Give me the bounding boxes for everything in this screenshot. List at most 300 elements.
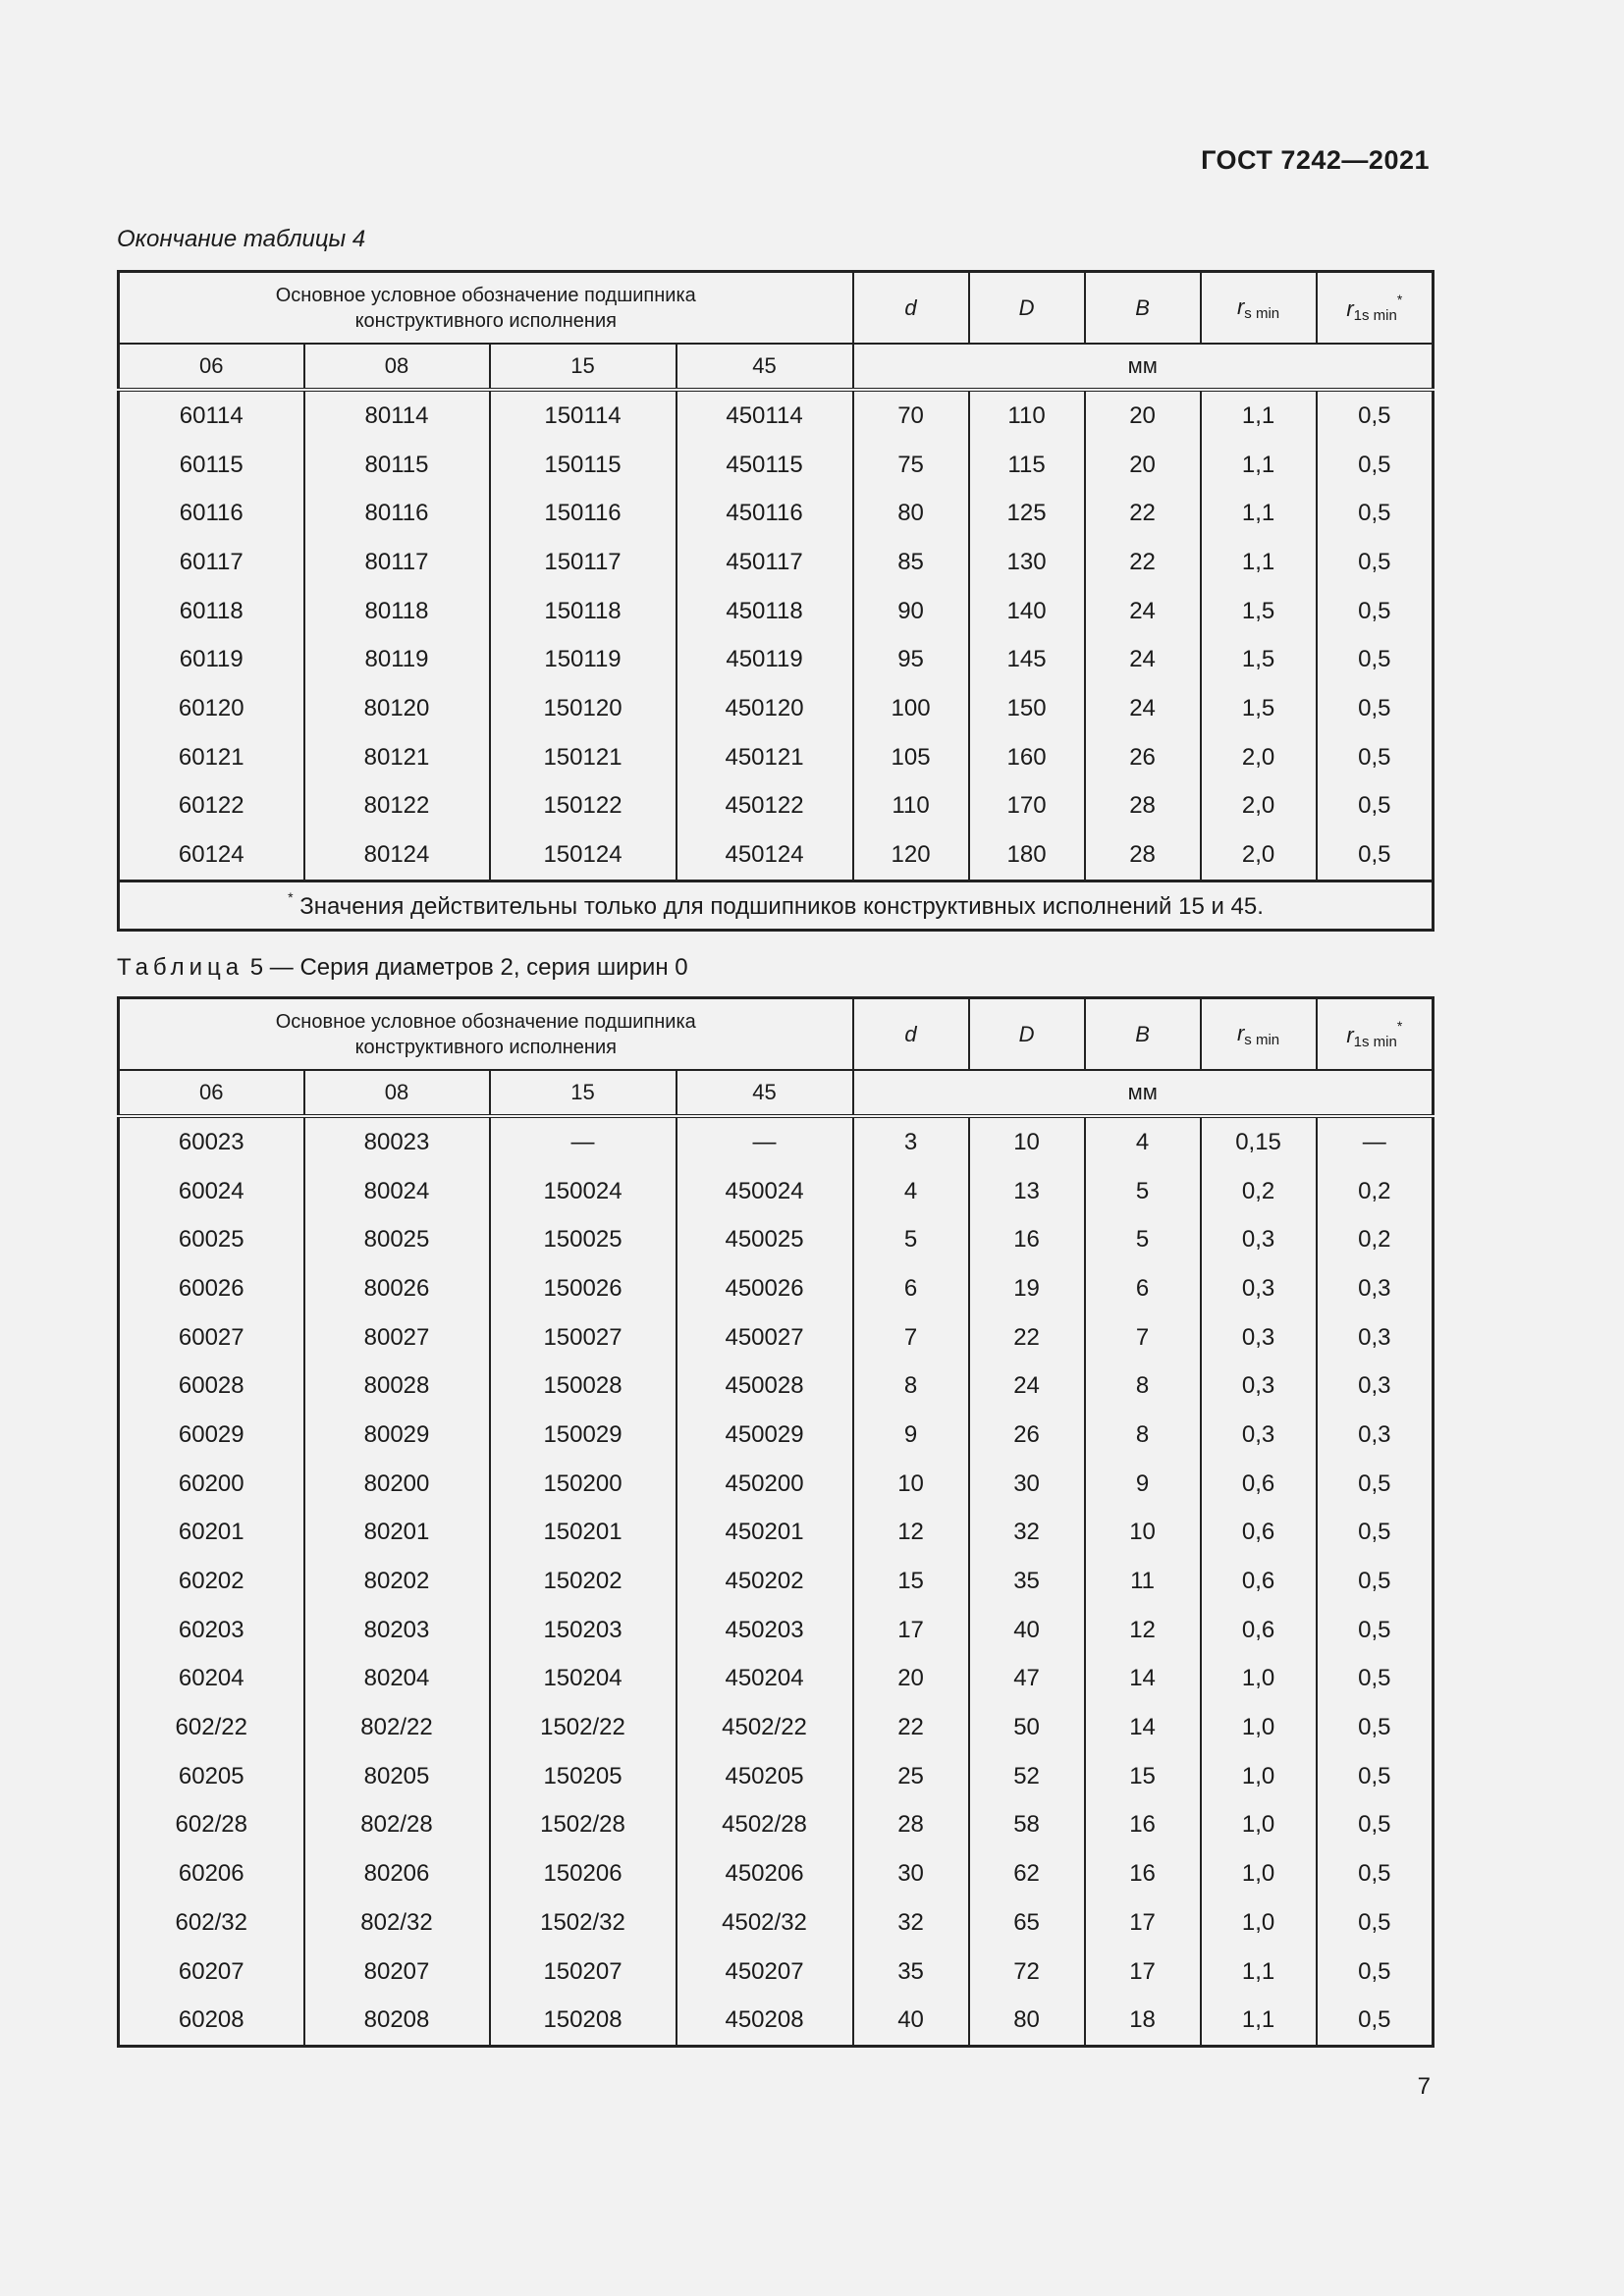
table-cell: 80124: [304, 830, 490, 881]
table-cell: 80026: [304, 1264, 490, 1313]
rs-symbol: r: [1236, 1020, 1245, 1045]
table-cell: 450201: [677, 1509, 853, 1558]
table-cell: —: [490, 1116, 677, 1167]
table5-body: [119, 1116, 1434, 2047]
table-cell: 7: [1085, 1313, 1201, 1362]
table-cell: 0,5: [1317, 1606, 1434, 1655]
table-cell: 60207: [119, 1948, 304, 1997]
table-cell: 2,0: [1201, 782, 1317, 831]
table-cell: 0,3: [1317, 1264, 1434, 1313]
table-cell: 8: [1085, 1411, 1201, 1460]
table-cell: 14: [1085, 1655, 1201, 1704]
table-cell: 450026: [677, 1264, 853, 1313]
table-cell: 1,1: [1201, 441, 1317, 490]
table-cell: 150205: [490, 1752, 677, 1801]
table-row: [119, 1849, 1434, 1898]
table-cell: 40: [853, 1996, 969, 2046]
table-cell: 60115: [119, 441, 304, 490]
table-cell: 0,5: [1317, 830, 1434, 881]
table-cell: 150202: [490, 1557, 677, 1606]
table-cell: 60025: [119, 1215, 304, 1264]
table5-subheader-row: [119, 1070, 1434, 1116]
table-cell: 60023: [119, 1116, 304, 1167]
table-cell: 60114: [119, 390, 304, 441]
col-D-header: D: [969, 998, 1085, 1071]
table-row: [119, 1116, 1434, 1167]
table-row: [119, 1948, 1434, 1997]
table-cell: 10: [1085, 1509, 1201, 1558]
subheader-45: 45: [677, 1070, 853, 1116]
table-cell: 1,5: [1201, 587, 1317, 636]
table-cell: 32: [969, 1509, 1085, 1558]
table-cell: 160: [969, 733, 1085, 782]
table-cell: 450117: [677, 538, 853, 587]
table-cell: 150121: [490, 733, 677, 782]
table-cell: 10: [853, 1460, 969, 1509]
table-cell: 60028: [119, 1362, 304, 1411]
table-row: [119, 1752, 1434, 1801]
table-cell: 0,3: [1317, 1411, 1434, 1460]
table-cell: 5: [1085, 1215, 1201, 1264]
table-cell: 150029: [490, 1411, 677, 1460]
table-cell: 450204: [677, 1655, 853, 1704]
table-row: [119, 635, 1434, 684]
table-cell: 60208: [119, 1996, 304, 2046]
table-cell: 8: [853, 1362, 969, 1411]
table-cell: 4502/28: [677, 1801, 853, 1850]
table-cell: 0,2: [1317, 1215, 1434, 1264]
table-cell: 20: [1085, 390, 1201, 441]
table-cell: 5: [1085, 1167, 1201, 1216]
table-cell: 30: [853, 1849, 969, 1898]
table-cell: 150124: [490, 830, 677, 881]
r1s-symbol: r: [1346, 296, 1354, 321]
table-cell: 450208: [677, 1996, 853, 2046]
designation-header-line2: конструктивного исполнения: [354, 1036, 617, 1058]
table-row: [119, 1801, 1434, 1850]
table-cell: 16: [1085, 1801, 1201, 1850]
table4: [117, 270, 1435, 932]
table-cell: 0,5: [1317, 1849, 1434, 1898]
table-cell: —: [677, 1116, 853, 1167]
table-cell: 8: [1085, 1362, 1201, 1411]
subheader-08: 08: [304, 344, 490, 390]
table-cell: 150203: [490, 1606, 677, 1655]
table-cell: 120: [853, 830, 969, 881]
table-cell: 602/28: [119, 1801, 304, 1850]
table-cell: 0,15: [1201, 1116, 1317, 1167]
table-row: [119, 587, 1434, 636]
table-cell: 28: [1085, 830, 1201, 881]
table-cell: 65: [969, 1898, 1085, 1948]
table-row: [119, 1606, 1434, 1655]
table-cell: 60116: [119, 489, 304, 538]
designation-header: [119, 998, 853, 1071]
table-cell: 24: [1085, 635, 1201, 684]
table-cell: 450121: [677, 733, 853, 782]
table-cell: 150204: [490, 1655, 677, 1704]
table-cell: 40: [969, 1606, 1085, 1655]
table-cell: 30: [969, 1460, 1085, 1509]
col-rs-header: [1201, 272, 1317, 345]
table-cell: 0,5: [1317, 1557, 1434, 1606]
table-cell: 150120: [490, 684, 677, 733]
table-cell: 26: [1085, 733, 1201, 782]
subheader-06: 06: [119, 1070, 304, 1116]
table-cell: 0,5: [1317, 587, 1434, 636]
table-cell: 450027: [677, 1313, 853, 1362]
table-cell: 80117: [304, 538, 490, 587]
table-cell: 450120: [677, 684, 853, 733]
table-cell: 95: [853, 635, 969, 684]
table-cell: 150117: [490, 538, 677, 587]
table-cell: 0,5: [1317, 782, 1434, 831]
table-cell: 4502/32: [677, 1898, 853, 1948]
table-cell: 145: [969, 635, 1085, 684]
table-cell: 0,5: [1317, 1801, 1434, 1850]
table-cell: 110: [853, 782, 969, 831]
col-B-header: B: [1085, 998, 1201, 1071]
table-cell: 28: [853, 1801, 969, 1850]
table-cell: 0,2: [1317, 1167, 1434, 1216]
table-cell: 80119: [304, 635, 490, 684]
subheader-06: 06: [119, 344, 304, 390]
table-cell: 15: [1085, 1752, 1201, 1801]
table-row: [119, 1557, 1434, 1606]
subheader-08: 08: [304, 1070, 490, 1116]
table-cell: 22: [969, 1313, 1085, 1362]
table-cell: 80122: [304, 782, 490, 831]
table-cell: 150114: [490, 390, 677, 441]
col-B-header: B: [1085, 272, 1201, 345]
table-cell: 80115: [304, 441, 490, 490]
r1s-subscript: 1s min: [1353, 1034, 1397, 1050]
table-cell: 140: [969, 587, 1085, 636]
table-cell: 24: [1085, 684, 1201, 733]
table-cell: 1,1: [1201, 1948, 1317, 1997]
col-d-header: d: [853, 998, 969, 1071]
table-cell: 0,6: [1201, 1509, 1317, 1558]
table-cell: 4502/22: [677, 1703, 853, 1752]
table-cell: 32: [853, 1898, 969, 1948]
table-cell: 60202: [119, 1557, 304, 1606]
table-cell: 60204: [119, 1655, 304, 1704]
rs-symbol: r: [1236, 294, 1245, 319]
table-cell: 60119: [119, 635, 304, 684]
table-cell: 150024: [490, 1167, 677, 1216]
table-cell: 450029: [677, 1411, 853, 1460]
table-cell: 1,1: [1201, 1996, 1317, 2046]
table-cell: 602/22: [119, 1703, 304, 1752]
table-cell: 60124: [119, 830, 304, 881]
table-cell: 16: [969, 1215, 1085, 1264]
table-cell: 450118: [677, 587, 853, 636]
table-cell: 115: [969, 441, 1085, 490]
table-cell: 12: [1085, 1606, 1201, 1655]
table-cell: 1,0: [1201, 1655, 1317, 1704]
table-cell: 450114: [677, 390, 853, 441]
table-cell: 0,5: [1317, 733, 1434, 782]
table-cell: 0,5: [1317, 1460, 1434, 1509]
table-cell: 1,1: [1201, 538, 1317, 587]
table-cell: 1,0: [1201, 1752, 1317, 1801]
table-row: [119, 1362, 1434, 1411]
table-row: [119, 1313, 1434, 1362]
table-row: [119, 390, 1434, 441]
table-cell: 1,0: [1201, 1898, 1317, 1948]
col-r1s-header: [1317, 998, 1434, 1071]
table-row: [119, 1996, 1434, 2046]
table-row: [119, 733, 1434, 782]
table-cell: 150115: [490, 441, 677, 490]
table-row: [119, 1509, 1434, 1558]
table-cell: 0,5: [1317, 1509, 1434, 1558]
col-D-header: D: [969, 272, 1085, 345]
table-row: [119, 441, 1434, 490]
table-row: [119, 1167, 1434, 1216]
table-cell: 80023: [304, 1116, 490, 1167]
table-cell: 80202: [304, 1557, 490, 1606]
table-cell: 0,5: [1317, 441, 1434, 490]
table-cell: 80208: [304, 1996, 490, 2046]
table-cell: 60203: [119, 1606, 304, 1655]
table-row: [119, 489, 1434, 538]
rs-subscript: s min: [1244, 304, 1280, 322]
designation-header-line2: конструктивного исполнения: [354, 309, 617, 332]
r1s-footnote-mark: *: [1396, 1018, 1403, 1034]
subheader-15: 15: [490, 1070, 677, 1116]
table4-footnote: [119, 881, 1434, 930]
unit-label: мм: [853, 344, 1434, 390]
table-cell: 20: [1085, 441, 1201, 490]
table-cell: 1502/32: [490, 1898, 677, 1948]
table-cell: 80120: [304, 684, 490, 733]
table-cell: 80: [853, 489, 969, 538]
table-cell: 0,6: [1201, 1460, 1317, 1509]
table-cell: 80203: [304, 1606, 490, 1655]
table-cell: 0,6: [1201, 1557, 1317, 1606]
col-d-header: d: [853, 272, 969, 345]
table-cell: 450206: [677, 1849, 853, 1898]
table-row: [119, 1898, 1434, 1948]
table-cell: 80025: [304, 1215, 490, 1264]
table-cell: 450207: [677, 1948, 853, 1997]
table-cell: 58: [969, 1801, 1085, 1850]
table-cell: 60205: [119, 1752, 304, 1801]
table-cell: 52: [969, 1752, 1085, 1801]
table-cell: 16: [1085, 1849, 1201, 1898]
table-row: [119, 1264, 1434, 1313]
table5-header-row: [119, 998, 1434, 1071]
table-cell: 150025: [490, 1215, 677, 1264]
table-cell: 60201: [119, 1509, 304, 1558]
table-cell: 9: [853, 1411, 969, 1460]
table-cell: 80201: [304, 1509, 490, 1558]
r1s-subscript: 1s min: [1353, 307, 1397, 324]
col-r1s-header: [1317, 272, 1434, 345]
table-cell: 0,5: [1317, 684, 1434, 733]
table-cell: 60120: [119, 684, 304, 733]
table-cell: 150207: [490, 1948, 677, 1997]
table-cell: 0,3: [1317, 1313, 1434, 1362]
table-cell: 60121: [119, 733, 304, 782]
table-cell: 90: [853, 587, 969, 636]
table-row: [119, 1703, 1434, 1752]
subheader-45: 45: [677, 344, 853, 390]
designation-header-line1: Основное условное обозначение подшипника: [275, 284, 696, 306]
table-cell: 2,0: [1201, 733, 1317, 782]
table-cell: 60122: [119, 782, 304, 831]
table-cell: 0,3: [1317, 1362, 1434, 1411]
table-cell: 22: [1085, 538, 1201, 587]
table-cell: 85: [853, 538, 969, 587]
table-cell: 1,5: [1201, 684, 1317, 733]
table-cell: 150201: [490, 1509, 677, 1558]
table4-subheader-row: [119, 344, 1434, 390]
table-cell: 450115: [677, 441, 853, 490]
table-cell: 0,5: [1317, 1898, 1434, 1948]
table-cell: 80121: [304, 733, 490, 782]
table-cell: 80029: [304, 1411, 490, 1460]
table-cell: 80205: [304, 1752, 490, 1801]
table-cell: 80200: [304, 1460, 490, 1509]
table-cell: 1,0: [1201, 1849, 1317, 1898]
table-cell: 0,2: [1201, 1167, 1317, 1216]
rs-subscript: s min: [1244, 1031, 1280, 1048]
table-cell: 0,3: [1201, 1362, 1317, 1411]
table-cell: 24: [969, 1362, 1085, 1411]
table-cell: 20: [853, 1655, 969, 1704]
table5-caption-prefix: Таблица: [117, 954, 244, 981]
table-cell: 11: [1085, 1557, 1201, 1606]
unit-label: мм: [853, 1070, 1434, 1116]
table-cell: 802/32: [304, 1898, 490, 1948]
subheader-15: 15: [490, 344, 677, 390]
table-cell: 0,5: [1317, 1948, 1434, 1997]
table-cell: 1,5: [1201, 635, 1317, 684]
table-cell: 17: [1085, 1948, 1201, 1997]
table-cell: 18: [1085, 1996, 1201, 2046]
table-cell: 80116: [304, 489, 490, 538]
table-cell: 180: [969, 830, 1085, 881]
table-cell: 35: [853, 1948, 969, 1997]
table-cell: 60206: [119, 1849, 304, 1898]
table-cell: 17: [1085, 1898, 1201, 1948]
table-cell: 25: [853, 1752, 969, 1801]
table4-body: [119, 390, 1434, 881]
footnote-text: Значения действительны только для подшипников конструктивных исполнений 15 и 45.: [299, 893, 1264, 921]
table-cell: 60027: [119, 1313, 304, 1362]
table-cell: 3: [853, 1116, 969, 1167]
designation-header-line1: Основное условное обозначение подшипника: [275, 1010, 696, 1033]
table-row: [119, 1460, 1434, 1509]
table-cell: 150206: [490, 1849, 677, 1898]
document-id: ГОСТ 7242—2021: [1201, 145, 1430, 175]
table-cell: 80028: [304, 1362, 490, 1411]
designation-header: [119, 272, 853, 345]
table-cell: 150208: [490, 1996, 677, 2046]
table-cell: 1,1: [1201, 489, 1317, 538]
table-cell: 1502/28: [490, 1801, 677, 1850]
table-cell: 12: [853, 1509, 969, 1558]
table-cell: 150119: [490, 635, 677, 684]
table-row: [119, 1655, 1434, 1704]
r1s-footnote-mark: *: [1396, 292, 1403, 307]
table-cell: 100: [853, 684, 969, 733]
table-cell: 17: [853, 1606, 969, 1655]
table-cell: 150: [969, 684, 1085, 733]
table-cell: 15: [853, 1557, 969, 1606]
table-cell: 60200: [119, 1460, 304, 1509]
table-cell: 130: [969, 538, 1085, 587]
table-cell: 450025: [677, 1215, 853, 1264]
r1s-symbol: r: [1346, 1023, 1354, 1047]
table-cell: 7: [853, 1313, 969, 1362]
table-cell: 26: [969, 1411, 1085, 1460]
table-cell: 150028: [490, 1362, 677, 1411]
table-cell: 60026: [119, 1264, 304, 1313]
table-cell: 75: [853, 441, 969, 490]
table-cell: 450124: [677, 830, 853, 881]
table5-caption: [117, 954, 688, 982]
table-cell: 80118: [304, 587, 490, 636]
table-cell: 150200: [490, 1460, 677, 1509]
table-cell: 0,5: [1317, 1752, 1434, 1801]
table-cell: 110: [969, 390, 1085, 441]
table-row: [119, 538, 1434, 587]
table-cell: 1,1: [1201, 390, 1317, 441]
table-cell: 72: [969, 1948, 1085, 1997]
table-cell: 150118: [490, 587, 677, 636]
table-cell: 0,3: [1201, 1411, 1317, 1460]
table-cell: 60029: [119, 1411, 304, 1460]
table-cell: 6: [1085, 1264, 1201, 1313]
table-cell: 10: [969, 1116, 1085, 1167]
table5-caption-text: 5 — Серия диаметров 2, серия ширин 0: [249, 954, 688, 981]
table-cell: 125: [969, 489, 1085, 538]
table-cell: 70: [853, 390, 969, 441]
table-row: [119, 1215, 1434, 1264]
table-cell: 450116: [677, 489, 853, 538]
table-cell: 2,0: [1201, 830, 1317, 881]
table-cell: 80204: [304, 1655, 490, 1704]
table4-caption: Окончание таблицы 4: [117, 226, 366, 252]
table-cell: 1,0: [1201, 1703, 1317, 1752]
table-cell: 80: [969, 1996, 1085, 2046]
table-row: [119, 830, 1434, 881]
table-cell: 80207: [304, 1948, 490, 1997]
table-cell: 35: [969, 1557, 1085, 1606]
table-cell: 4: [1085, 1116, 1201, 1167]
table-cell: 0,5: [1317, 538, 1434, 587]
table-cell: 450028: [677, 1362, 853, 1411]
table-cell: 80114: [304, 390, 490, 441]
table-cell: 450122: [677, 782, 853, 831]
table-cell: 802/28: [304, 1801, 490, 1850]
table-cell: 450202: [677, 1557, 853, 1606]
table-cell: 0,5: [1317, 390, 1434, 441]
table-cell: 22: [1085, 489, 1201, 538]
table-cell: 0,5: [1317, 1655, 1434, 1704]
table-cell: 9: [1085, 1460, 1201, 1509]
table-cell: 450119: [677, 635, 853, 684]
table-cell: 0,5: [1317, 1703, 1434, 1752]
table-cell: 450205: [677, 1752, 853, 1801]
table-cell: 170: [969, 782, 1085, 831]
table-cell: 1502/22: [490, 1703, 677, 1752]
page-number: 7: [1417, 2073, 1431, 2100]
table-cell: 602/32: [119, 1898, 304, 1948]
